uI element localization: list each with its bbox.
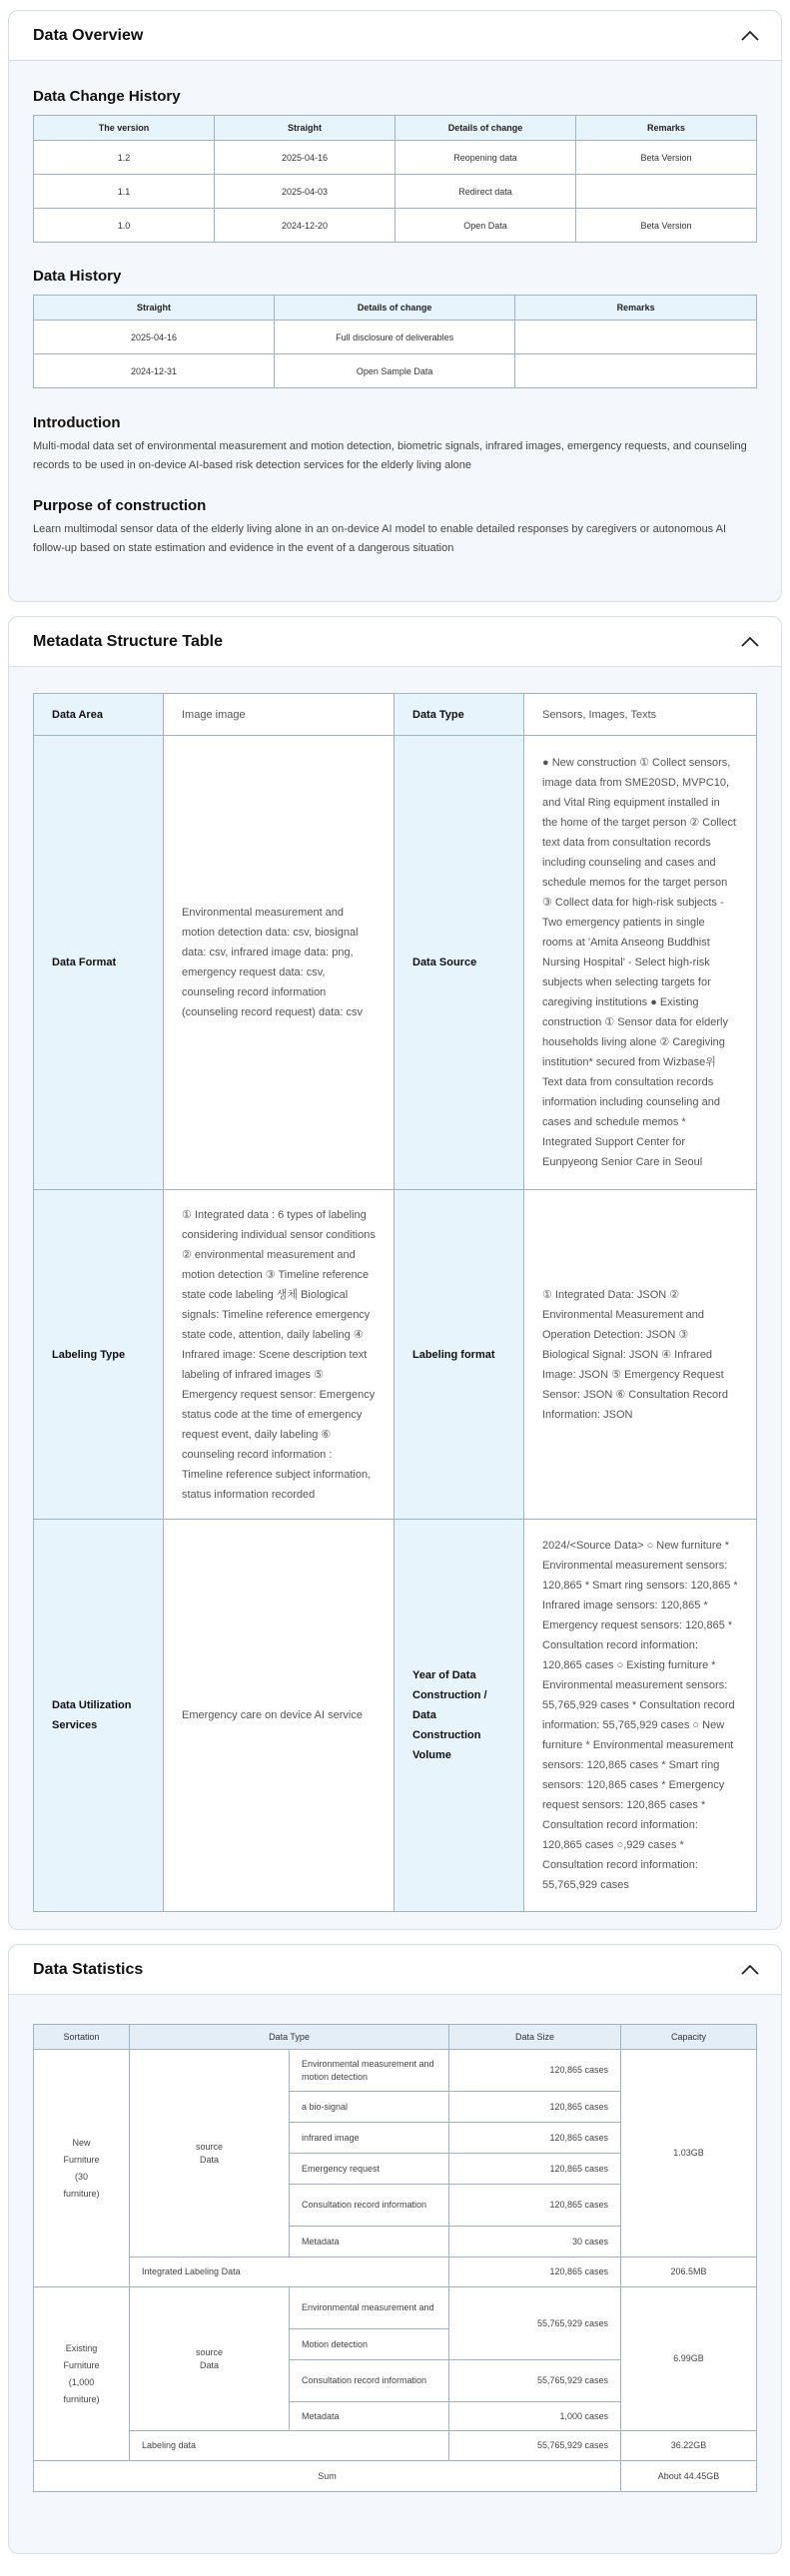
data-area-value: Image image bbox=[164, 694, 395, 736]
table-row bbox=[34, 2461, 757, 2492]
change-history-heading: Data Change History bbox=[33, 88, 181, 105]
table-cell: 1.1 bbox=[34, 175, 215, 209]
table-cell: 2025-04-16 bbox=[215, 141, 395, 175]
column-header: Details of change bbox=[395, 116, 576, 141]
utilization-services-value: Emergency care on device AI service bbox=[164, 1520, 395, 1912]
data-size: 120,865 cases bbox=[449, 2050, 621, 2092]
column-header: Remarks bbox=[515, 296, 757, 321]
table-cell bbox=[576, 175, 757, 209]
table-cell: 1.2 bbox=[34, 141, 215, 175]
data-type-name: Emergency request bbox=[290, 2154, 449, 2185]
data-type-name: Motion detection bbox=[290, 2329, 449, 2360]
table-cell: 2025-04-16 bbox=[34, 321, 275, 354]
utilization-services-label: Data Utilization Services bbox=[34, 1520, 164, 1912]
table-cell: 2024-12-31 bbox=[34, 354, 275, 388]
data-type-name: Metadata bbox=[290, 2227, 449, 2257]
labeling-format-value: ① Integrated Data: JSON ② Environmental Measurement and Operation Detection: JSON ③ Biological Signal: JSON ④ Infrared Image: JSON ⑤ Emergency Request Sensor: JSON ⑥ Consultation Record Information: JSON bbox=[524, 1190, 757, 1520]
labeling-format-label: Labeling format bbox=[395, 1190, 524, 1520]
data-format-value: Environmental measurement and motion detection data: csv, biosignal data: csv, infrared image data: png, emergency request data: csv, counseling record information (counseling record request) data: csv bbox=[164, 736, 395, 1190]
table-row bbox=[34, 209, 757, 243]
chevron-up-icon[interactable] bbox=[739, 25, 761, 47]
table-row bbox=[34, 175, 757, 209]
data-size: 30 cases bbox=[449, 2227, 621, 2257]
data-statistics-title: Data Statistics bbox=[33, 1960, 144, 1978]
data-source-label: Data Source bbox=[395, 736, 524, 1190]
table-cell: Redirect data bbox=[395, 175, 576, 209]
table-cell: Open Data bbox=[395, 209, 576, 243]
purpose-text: Learn multimodal sensor data of the elderly living alone in an on-device AI model to enable detailed responses by caregivers or autonomous AI follow-up based on state estimation and evidence in the event of a dangerous situation bbox=[33, 523, 727, 554]
data-size: 55,765,929 cases bbox=[449, 2287, 621, 2360]
new-labeling-size: 120,865 cases bbox=[449, 2257, 621, 2287]
existing-labeling-name: Labeling data bbox=[130, 2431, 449, 2461]
chevron-up-icon[interactable] bbox=[739, 631, 761, 653]
construction-year-label: Year of Data Construction / Data Construction Volume bbox=[395, 1520, 524, 1912]
data-type-name: a bio-signal bbox=[290, 2092, 449, 2123]
data-overview-panel bbox=[8, 10, 782, 602]
table-cell: 2025-04-03 bbox=[215, 175, 395, 209]
table-row bbox=[34, 141, 757, 175]
table-cell: Beta Version bbox=[576, 209, 757, 243]
column-header: Straight bbox=[34, 296, 275, 321]
metadata-panel bbox=[8, 616, 782, 1930]
table-row bbox=[34, 1190, 757, 1520]
column-header: Sortation bbox=[34, 2025, 130, 2050]
data-statistics-panel bbox=[8, 1944, 782, 2554]
data-type-name: Environmental measurement and motion detection bbox=[290, 2050, 449, 2092]
change-history-table bbox=[33, 115, 757, 243]
column-header: Straight bbox=[215, 116, 395, 141]
data-size: 120,865 cases bbox=[449, 2092, 621, 2123]
column-header: Data Size bbox=[449, 2025, 621, 2050]
data-type-name: Consultation record information bbox=[290, 2185, 449, 2227]
table-row bbox=[34, 1520, 757, 1912]
data-type-name: Consultation record information bbox=[290, 2360, 449, 2402]
labeling-type-label: Labeling Type bbox=[34, 1190, 164, 1520]
data-type-name: Metadata bbox=[290, 2402, 449, 2431]
table-cell: Reopening data bbox=[395, 141, 576, 175]
sum-label: Sum bbox=[34, 2461, 621, 2492]
table-cell: Open Sample Data bbox=[275, 354, 515, 388]
data-overview-header[interactable] bbox=[9, 11, 781, 61]
column-header: Capacity bbox=[621, 2025, 757, 2050]
existing-source-capacity: 6.99GB bbox=[621, 2287, 757, 2431]
new-source-data-label: source Data bbox=[130, 2050, 290, 2257]
table-cell: 2024-12-20 bbox=[215, 209, 395, 243]
existing-source-data-label: source Data bbox=[130, 2287, 290, 2431]
column-header: Data Type bbox=[130, 2025, 449, 2050]
data-statistics-header[interactable] bbox=[9, 1945, 781, 1995]
metadata-title: Metadata Structure Table bbox=[33, 632, 223, 650]
data-size: 55,765,929 cases bbox=[449, 2360, 621, 2402]
data-size: 120,865 cases bbox=[449, 2185, 621, 2227]
table-cell bbox=[515, 354, 757, 388]
labeling-type-value: ① Integrated data : 6 types of labeling considering individual sensor conditions ② environmental measurement and motion detection ③ Timeline reference state code labeling 생체 Biological signals: Timeline reference emergency state code, attention, daily labeling ④ Infrared image: Scene description text labeling of infrared images ⑤ Emergency request sensor: Emergency status code at the time of emergency request event, daily labeling ⑥ counseling record information : Timeline reference subject information, status information recorded bbox=[164, 1190, 395, 1520]
construction-year-value: 2024/<Source Data> ○ New furniture * Environmental measurement sensors: 120,865 * Smart ring sensors: 120,865 * Infrared image sensors: 120,865 * Emergency request sensors: 120,865 * Consultation record information: 120,865 cases ○ Existing furniture * Environmental measurement sensors: 55,765,929 cases * Consultation record information: 55,765,929 cases ○ New furniture * Environmental measurement sensors: 120,865 cases * Smart ring sensors: 120,865 cases * Emergency request sensors: 120,865 cases * Consultation record information: 120,865 cases ○,929 cases * Consultation record information: 55,765,929 cases bbox=[524, 1520, 757, 1912]
introduction-heading: Introduction bbox=[33, 414, 121, 431]
existing-labeling-capacity: 36.22GB bbox=[621, 2431, 757, 2461]
existing-furniture-label: Existing Furniture (1,000 furniture) bbox=[34, 2287, 130, 2461]
data-history-table bbox=[33, 295, 757, 388]
new-labeling-capacity: 206.5MB bbox=[621, 2257, 757, 2287]
new-labeling-name: Integrated Labeling Data bbox=[130, 2257, 449, 2287]
data-area-label: Data Area bbox=[34, 694, 164, 736]
sum-value: About 44.45GB bbox=[621, 2461, 757, 2492]
data-format-label: Data Format bbox=[34, 736, 164, 1190]
table-row bbox=[34, 2431, 757, 2461]
data-size: 120,865 cases bbox=[449, 2123, 621, 2154]
data-type-label: Data Type bbox=[395, 694, 524, 736]
table-row bbox=[34, 736, 757, 1190]
data-type-name: infrared image bbox=[290, 2123, 449, 2154]
table-cell: Beta Version bbox=[576, 141, 757, 175]
purpose-heading: Purpose of construction bbox=[33, 497, 207, 514]
data-size: 1,000 cases bbox=[449, 2402, 621, 2431]
column-header: Details of change bbox=[275, 296, 515, 321]
data-type-value: Sensors, Images, Texts bbox=[524, 694, 757, 736]
data-size: 120,865 cases bbox=[449, 2154, 621, 2185]
metadata-table bbox=[33, 693, 757, 1912]
table-row bbox=[34, 694, 757, 736]
introduction-text: Multi-modal data set of environmental measurement and motion detection, biometric signals, infrared images, emergency requests, and counseling records to be used in on-device AI-based risk detection services for the elderly living alone bbox=[33, 440, 747, 471]
table-row bbox=[34, 321, 757, 354]
column-header: Remarks bbox=[576, 116, 757, 141]
chevron-up-icon[interactable] bbox=[739, 1959, 761, 1981]
table-row bbox=[34, 2287, 757, 2329]
metadata-header[interactable] bbox=[9, 617, 781, 667]
table-cell: 1.0 bbox=[34, 209, 215, 243]
data-type-name: Environmental measurement and bbox=[290, 2287, 449, 2329]
table-row bbox=[34, 2257, 757, 2287]
column-header: The version bbox=[34, 116, 215, 141]
table-row bbox=[34, 354, 757, 388]
new-source-capacity: 1.03GB bbox=[621, 2050, 757, 2257]
table-row bbox=[34, 2050, 757, 2092]
table-cell bbox=[515, 321, 757, 354]
data-overview-title: Data Overview bbox=[33, 26, 144, 44]
table-cell: Full disclosure of deliverables bbox=[275, 321, 515, 354]
new-furniture-label: New Furniture (30 furniture) bbox=[34, 2050, 130, 2287]
statistics-table bbox=[33, 2024, 757, 2492]
data-history-heading: Data History bbox=[33, 268, 122, 285]
data-source-value: ● New construction ① Collect sensors, image data from SME20SD, MVPC10, and Vital Ring equipment installed in the home of the target person ② Collect text data from consultation records including counseling and cases and schedule memos for the target person ③ Collect data for high-risk subjects - Two emergency patients in single rooms at 'Amita Anseong Buddhist Nursing Hospital' - Select high-risk subjects when selecting targets for caregiving institutions ● Existing construction ① Sensor data for elderly households living alone ② Caregiving institution* secured from Wizbase위 Text data from consultation records information including counseling and cases and schedule memos * Integrated Support Center for Eunpyeong Senior Care in Seoul bbox=[524, 736, 757, 1190]
existing-labeling-size: 55,765,929 cases bbox=[449, 2431, 621, 2461]
